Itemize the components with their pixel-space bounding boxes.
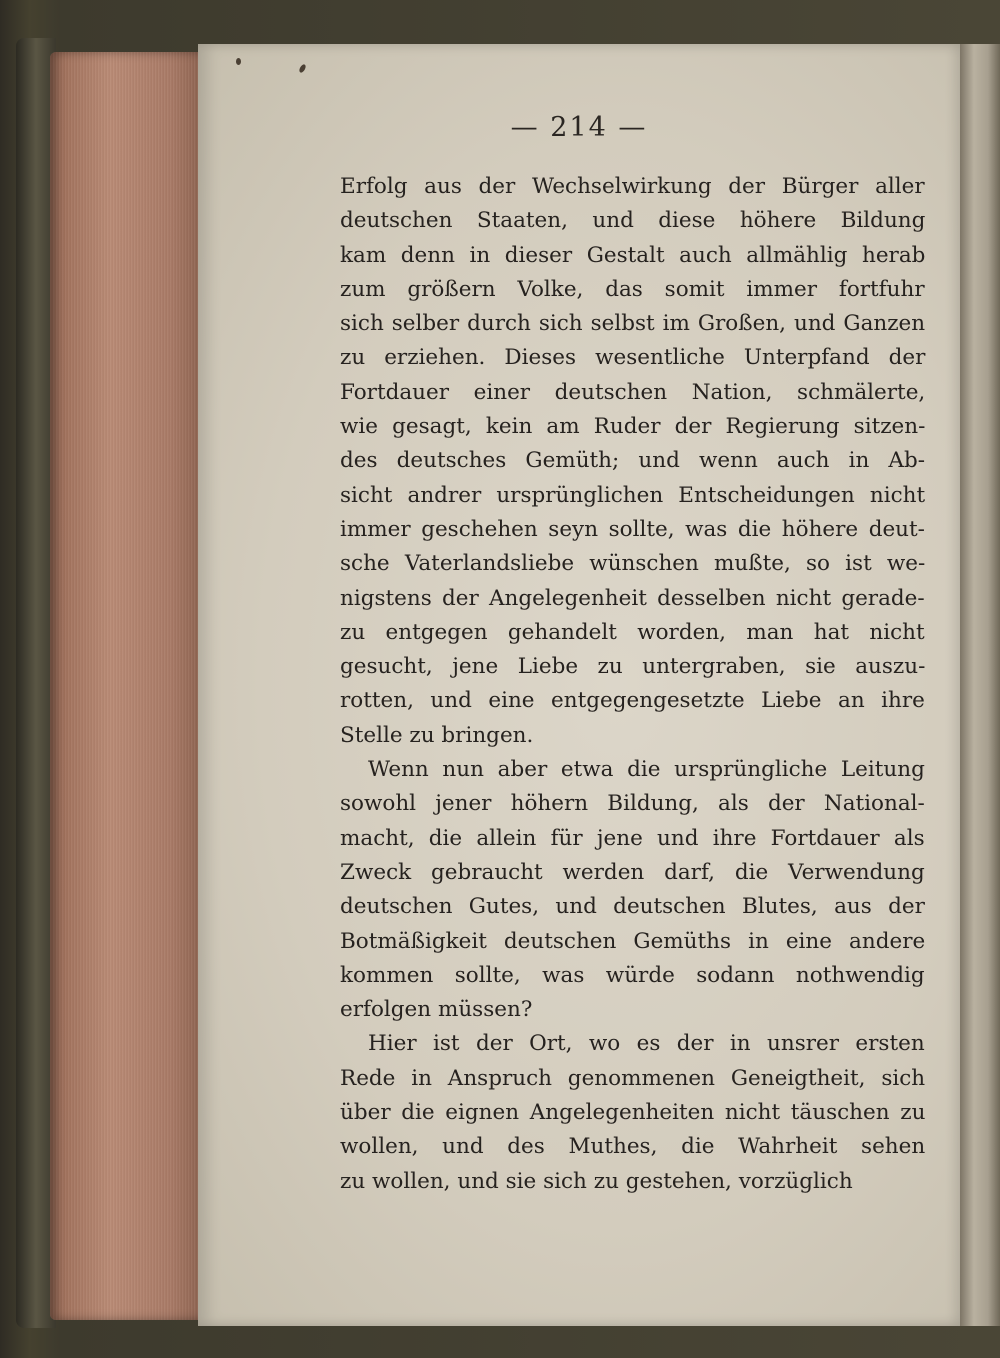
text-line: nigstens der Angelegenheit desselben nicht gerade- — [340, 585, 925, 611]
text-line: immer geschehen seyn sollte, was die höhere deut- — [340, 516, 925, 542]
text-line: deutschen Staaten, und diese höhere Bildung — [340, 208, 926, 234]
text-line: rotten, und eine entgegengesetzte Liebe an ihre — [340, 688, 925, 714]
text-line: sicht andrer ursprünglichen Entscheidungen nicht — [340, 482, 926, 508]
text-line: sche Vaterlandsliebe wünschen mußte, so ist we- — [340, 551, 926, 577]
text-line: über die eignen Angelegenheiten nicht täuschen zu — [340, 1100, 926, 1126]
text-line: sich selber durch sich selbst im Großen, und Ganzen — [340, 311, 926, 337]
paragraph-start-line: Wenn nun aber etwa die ursprüngliche Leitung — [368, 757, 925, 783]
page-number-header: — 214 — — [510, 112, 648, 143]
text-line: erfolgen müssen? — [340, 997, 533, 1023]
text-line: kam denn in dieser Gestalt auch allmählig herab — [340, 242, 926, 268]
text-line: macht, die allein für jene und ihre Fortdauer als — [340, 825, 925, 851]
text-line: Fortdauer einer deutschen Nation, schmälerte, — [340, 379, 926, 405]
text-line: deutschen Gutes, und deutschen Blutes, aus der — [340, 894, 925, 920]
ink-speck — [236, 58, 241, 65]
text-line: Stelle zu bringen. — [340, 722, 534, 748]
facing-page-edge — [960, 44, 1000, 1326]
text-line: Zweck gebraucht werden darf, die Verwendung — [340, 859, 925, 885]
page-stack-edge — [50, 52, 200, 1320]
text-line: zu erziehen. Dieses wesentliche Unterpfand der — [340, 345, 926, 371]
text-line: wie gesagt, kein am Ruder der Regierung sitzen- — [340, 414, 926, 440]
text-line: zu wollen, und sie sich zu gestehen, vorzüglich — [340, 1168, 853, 1194]
text-line: gesucht, jene Liebe zu untergraben, sie auszu- — [340, 654, 926, 680]
text-line: Rede in Anspruch genommenen Geneigtheit, sich — [340, 1065, 926, 1091]
text-line: zum größern Volke, das somit immer fortfuhr — [340, 276, 925, 302]
text-line: Erfolg aus der Wechselwirkung der Bürger aller — [340, 174, 925, 199]
text-line: sowohl jener höhern Bildung, als der National- — [340, 791, 925, 817]
text-line: wollen, und des Muthes, die Wahrheit sehen — [340, 1134, 926, 1160]
text-line: des deutsches Gemüth; und wenn auch in Ab- — [340, 448, 925, 474]
text-line: kommen sollte, was würde sodann nothwendig — [340, 962, 925, 988]
paragraph-start-line: Hier ist der Ort, wo es der in unsrer ersten — [368, 1031, 925, 1057]
text-line: zu entgegen gehandelt worden, man hat nicht — [340, 619, 925, 645]
body-text — [340, 170, 925, 1199]
text-line: Botmäßigkeit deutschen Gemüths in eine andere — [340, 928, 926, 954]
